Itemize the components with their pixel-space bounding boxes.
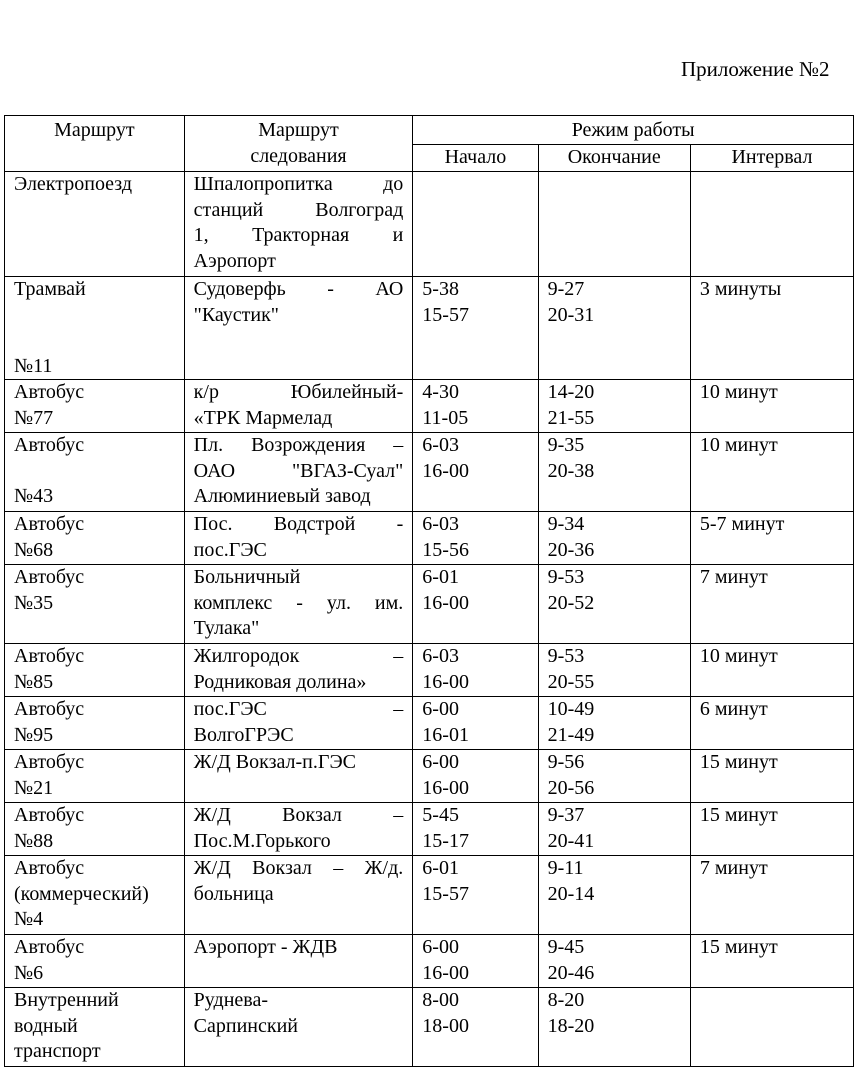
route-name-cell: Автобус (коммерческий) №4 xyxy=(5,856,185,935)
start-time-cell: 6-00 16-00 xyxy=(413,935,538,988)
start-time-cell: 8-00 18-00 xyxy=(413,988,538,1067)
interval-cell: 3 минуты xyxy=(690,277,853,380)
route-name-cell: Автобус №6 xyxy=(5,935,185,988)
start-time-cell xyxy=(413,172,538,277)
table-row xyxy=(5,512,854,565)
start-time-cell: 6-03 15-56 xyxy=(413,512,538,565)
end-time-cell: 9-35 20-38 xyxy=(538,433,690,512)
table-row xyxy=(5,433,854,512)
header-route-path: Маршрут следования xyxy=(184,116,413,172)
route-name-cell: Автобус №88 xyxy=(5,803,185,856)
end-time-cell: 9-37 20-41 xyxy=(538,803,690,856)
end-time-cell: 10-49 21-49 xyxy=(538,697,690,750)
route-name-cell: Автобус №21 xyxy=(5,750,185,803)
interval-cell: 10 минут xyxy=(690,433,853,512)
end-time-cell: 9-45 20-46 xyxy=(538,935,690,988)
route-path-cell: Руднева- Сарпинский xyxy=(184,988,413,1067)
start-time-cell: 6-01 16-00 xyxy=(413,565,538,644)
end-time-cell: 9-53 20-52 xyxy=(538,565,690,644)
route-name-cell: Автобус №68 xyxy=(5,512,185,565)
table-row xyxy=(5,277,854,380)
interval-cell: 7 минут xyxy=(690,565,853,644)
interval-cell: 15 минут xyxy=(690,750,853,803)
end-time-cell: 8-20 18-20 xyxy=(538,988,690,1067)
route-path-cell: Судоверфь - АО "Каустик" xyxy=(184,277,413,380)
table-row xyxy=(5,380,854,433)
table-row xyxy=(5,856,854,935)
route-path-cell: Пос. Водстрой - пос.ГЭС xyxy=(184,512,413,565)
appendix-label: Приложение №2 xyxy=(681,57,830,81)
route-name-cell: Трамвай №11 xyxy=(5,277,185,380)
start-time-cell: 6-01 15-57 xyxy=(413,856,538,935)
interval-cell: 7 минут xyxy=(690,856,853,935)
interval-cell: 15 минут xyxy=(690,935,853,988)
header-interval: Интервал xyxy=(690,145,853,172)
start-time-cell: 5-45 15-17 xyxy=(413,803,538,856)
start-time-cell: 4-30 11-05 xyxy=(413,380,538,433)
route-path-cell: пос.ГЭС – ВолгоГРЭС xyxy=(184,697,413,750)
interval-cell: 10 минут xyxy=(690,644,853,697)
header-end: Окончание xyxy=(538,145,690,172)
route-path-cell: Пл. Возрождения – ОАО "ВГАЗ-Суал" Алюминиевый завод xyxy=(184,433,413,512)
route-path-cell: Больничный комплекс - ул. им. Тулака" xyxy=(184,565,413,644)
transport-schedule-table xyxy=(4,115,854,1067)
route-path-cell: Жилгородок – Родниковая долина» xyxy=(184,644,413,697)
header-start: Начало xyxy=(413,145,538,172)
interval-cell xyxy=(690,172,853,277)
end-time-cell: 9-34 20-36 xyxy=(538,512,690,565)
start-time-cell: 6-00 16-01 xyxy=(413,697,538,750)
route-path-cell: Ж/Д Вокзал – Ж/д. больница xyxy=(184,856,413,935)
table-row xyxy=(5,697,854,750)
route-path-cell: к/р Юбилейный- «ТРК Мармелад xyxy=(184,380,413,433)
table-row xyxy=(5,172,854,277)
end-time-cell: 14-20 21-55 xyxy=(538,380,690,433)
start-time-cell: 6-03 16-00 xyxy=(413,644,538,697)
route-path-cell: Шпалопропитка до станций Волгоград 1, Тракторная и Аэропорт xyxy=(184,172,413,277)
interval-cell: 5-7 минут xyxy=(690,512,853,565)
end-time-cell: 9-53 20-55 xyxy=(538,644,690,697)
end-time-cell: 9-56 20-56 xyxy=(538,750,690,803)
table-row xyxy=(5,988,854,1067)
schedule-body xyxy=(5,172,854,1067)
route-name-cell: Автобус №35 xyxy=(5,565,185,644)
start-time-cell: 6-03 16-00 xyxy=(413,433,538,512)
table-row xyxy=(5,750,854,803)
interval-cell: 10 минут xyxy=(690,380,853,433)
route-name-cell: Автобус №77 xyxy=(5,380,185,433)
route-path-cell: Ж/Д Вокзал-п.ГЭС xyxy=(184,750,413,803)
end-time-cell xyxy=(538,172,690,277)
header-route: Маршрут xyxy=(5,116,185,172)
table-row xyxy=(5,803,854,856)
interval-cell: 15 минут xyxy=(690,803,853,856)
route-name-cell: Автобус №95 xyxy=(5,697,185,750)
start-time-cell: 5-38 15-57 xyxy=(413,277,538,380)
table-row xyxy=(5,644,854,697)
route-name-cell: Электропоезд xyxy=(5,172,185,277)
route-path-cell: Аэропорт - ЖДВ xyxy=(184,935,413,988)
interval-cell xyxy=(690,988,853,1067)
route-path-cell: Ж/Д Вокзал – Пос.М.Горького xyxy=(184,803,413,856)
header-row-1 xyxy=(5,116,854,145)
interval-cell: 6 минут xyxy=(690,697,853,750)
table-row xyxy=(5,565,854,644)
header-schedule: Режим работы xyxy=(413,116,854,145)
route-name-cell: Автобус №85 xyxy=(5,644,185,697)
start-time-cell: 6-00 16-00 xyxy=(413,750,538,803)
table-row xyxy=(5,935,854,988)
end-time-cell: 9-11 20-14 xyxy=(538,856,690,935)
route-name-cell: Внутренний водный транспорт xyxy=(5,988,185,1067)
route-name-cell: Автобус №43 xyxy=(5,433,185,512)
end-time-cell: 9-27 20-31 xyxy=(538,277,690,380)
